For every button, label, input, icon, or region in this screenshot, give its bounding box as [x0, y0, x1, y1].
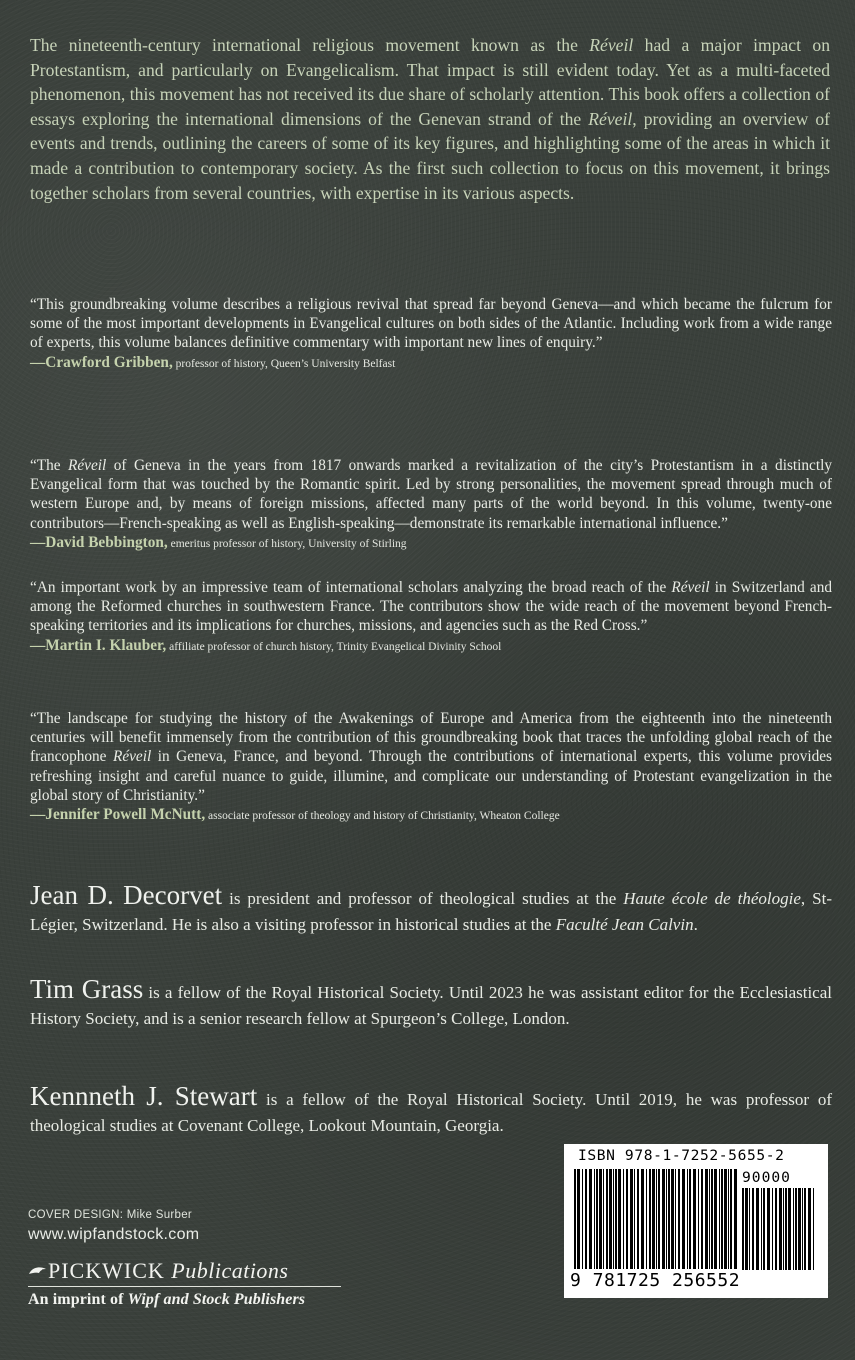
barcode-bar [613, 1169, 614, 1269]
barcode-bar [775, 1188, 777, 1270]
barcode-bar [730, 1169, 732, 1269]
barcode-bar [678, 1169, 680, 1269]
barcode-bar [656, 1169, 657, 1269]
barcode-bar [671, 1169, 674, 1269]
barcode-bar [603, 1169, 604, 1269]
barcode-bar [630, 1169, 633, 1269]
endorsement-attribution [30, 353, 832, 374]
barcode-bar [785, 1188, 787, 1270]
barcode-bar [705, 1169, 708, 1269]
barcode-bar [795, 1188, 797, 1270]
barcode-bar [749, 1188, 750, 1270]
endorsement-text: “An important work by an impressive team of international scholars analyzing the broad reach of the Réveil in Switzerland and among the Reformed churches in southwestern France. The contributors show the wide reach of the movement beyond French-speaking territories and its implications for churches, missions, and agencies such as the Red Cross.” [30, 579, 832, 635]
barcode-bar [793, 1188, 794, 1270]
barcode-bar [637, 1169, 639, 1269]
barcode-bar [745, 1188, 748, 1270]
barcode-bar [596, 1169, 598, 1269]
barcode-bar [693, 1169, 696, 1269]
barcode-bar [779, 1188, 782, 1270]
imprint-line: An imprint of Wipf and Stock Publishers [28, 1291, 306, 1308]
endorser-affiliation: professor of history, Queen’s University Belfast [175, 357, 396, 370]
barcode-bar [634, 1169, 635, 1269]
barcode-bar [742, 1188, 744, 1270]
endorsement-attribution [30, 805, 832, 826]
isbn-barcode [564, 1144, 828, 1298]
barcode-bar [594, 1169, 595, 1269]
barcode-bar [734, 1169, 737, 1269]
barcode-bar [802, 1188, 803, 1270]
barcode-bar [756, 1188, 759, 1270]
publisher-divider [28, 1286, 341, 1287]
endorser-name: —Martin I. Klauber, [30, 636, 167, 654]
endorser-affiliation: emeritus professor of history, University of Stirling [170, 537, 407, 550]
barcode-bar [658, 1169, 660, 1269]
barcode-bar [589, 1169, 592, 1269]
barcode-bar [606, 1169, 608, 1269]
barcode-bar [675, 1169, 676, 1269]
barcode-bar [701, 1169, 703, 1269]
barcode-bar [626, 1169, 628, 1269]
endorser-affiliation: associate professor of theology and history of Christianity, Wheaton College [208, 810, 560, 823]
ean-bars [572, 1169, 738, 1269]
barcode-bar [804, 1188, 806, 1270]
barcode-bar [711, 1169, 713, 1269]
barcode-bar [763, 1188, 765, 1270]
barcode-bar [618, 1169, 621, 1269]
barcode-bar [649, 1169, 651, 1269]
cover-design-credit: COVER DESIGN: Mike Surber [28, 1209, 193, 1221]
endorser-name: —David Bebbington, [30, 533, 168, 551]
barcode-bar [808, 1188, 811, 1270]
barcode-bar [798, 1188, 801, 1270]
author-name: Tim Grass [30, 974, 144, 1004]
barcode-bar [687, 1169, 688, 1269]
barcode-bar [623, 1169, 624, 1269]
isbn-label: ISBN 978-1-7252-5655-2 [578, 1147, 785, 1164]
barcode-bar [574, 1169, 576, 1269]
bio-decorvet: Jean D. Decorvet is president and professor of theological studies at the Haute école de théologie, St-Légier, Switzerland. He is also a visiting professor in historical studies at the Faculté Jean Calvin. [30, 880, 832, 934]
endorsement-text: “The Réveil of Geneva in the years from 1817 onwards marked a revitalization of the city’s Protestantism in a distinctly Evangelical form that was touched by the Romantic spirit. Led by strong personalities, the movement spread through much of western Europe and, by means of foreign missions, affected many parts of the world beyond. In this volume, twenty-one contributors—French-speaking as well as English-speaking—demonstrate its remarkable international influence.” [30, 457, 832, 532]
barcode-bar [662, 1169, 665, 1269]
barcode-bar [666, 1169, 667, 1269]
barcode-bar [689, 1169, 691, 1269]
price-code: 90000 [742, 1169, 791, 1186]
barcode-bar [783, 1188, 784, 1270]
endorser-name: —Crawford Gribben, [30, 353, 173, 371]
barcode-bar [767, 1188, 770, 1270]
addon-bars [740, 1188, 818, 1270]
barcode-bar [646, 1169, 647, 1269]
barcode-bar [585, 1169, 587, 1269]
endorser-name: —Jennifer Powell McNutt, [30, 806, 206, 824]
barcode-bar [813, 1188, 814, 1270]
barcode-bar [719, 1169, 720, 1269]
barcode-bar [752, 1188, 754, 1270]
bio-stewart: Kennneth J. Stewart is a fellow of the Royal Historical Society. Until 2019, he was professor of theological studies at Covenant College, Lookout Mountain, Georgia. [30, 1081, 832, 1135]
bio-grass: Tim Grass is a fellow of the Royal Historical Society. Until 2023 he was assistant editor for the Ecclesiastical History Society, and is a senior research fellow at Spurgeon’s College, London. [30, 974, 832, 1028]
barcode-bar [599, 1169, 602, 1269]
barcode-bar [652, 1169, 655, 1269]
barcode-bar [728, 1169, 729, 1269]
barcode-bar [609, 1169, 612, 1269]
ean-digits: 9 781725 256552 [570, 1270, 741, 1291]
endorsement-attribution [30, 636, 832, 657]
book-description: The nineteenth-century international religious movement known as the Réveil had a major impact on Protestantism, and particularly on Evangelicalism. That impact is still evident today. Yet as a multi-faceted phenomenon, this movement has not received its due share of scholarly attention. This book offers a collection of essays exploring the international dimensions of the Genevan strand of the Réveil, providing an overview of events and trends, outlining the careers of some of its key figures, and highlighting some of the areas in which it made a contribution to contemporary society. As the first such collection to focus on this movement, it brings together scholars from several countries, with expertise in its various aspects. [30, 35, 830, 203]
endorsement-klauber [30, 578, 832, 657]
endorsement-gribben [30, 295, 832, 374]
barcode-bar [772, 1188, 773, 1270]
barcode-bar [577, 1169, 580, 1269]
barcode-bar [668, 1169, 670, 1269]
barcode-bar [709, 1169, 710, 1269]
barcode-bar [714, 1169, 717, 1269]
barcode-bar [615, 1169, 617, 1269]
barcode-bar [641, 1169, 644, 1269]
barcode-bar [682, 1169, 685, 1269]
barcode-bar [582, 1169, 583, 1269]
endorsement-text: “The landscape for studying the history of the Awakenings of Europe and America from the eighteenth into the nineteenth centuries will benefit immensely from the contribution of this groundbreaking book that traces the unfolding global reach of the francophone Réveil in Geneva, France, and beyond. Through the contributions of international experts, this volume provides refreshing insight and careful nuance to guide, illumine, and complicate our understanding of Protestant evangelization in the global story of Christianity.” [30, 710, 832, 804]
barcode-bar [721, 1169, 723, 1269]
endorsement-text: “This groundbreaking volume describes a religious revival that spread far beyond Geneva—and which became the fulcrum for some of the most important developments in Evangelical cultures on both sides of the Atlantic. Including work from a wide range of experts, this volume balances definitive commentary with important new lines of enquiry.” [30, 296, 832, 352]
endorser-affiliation: affiliate professor of church history, Trinity Evangelical Divinity School [169, 640, 502, 653]
endorsement-mcnutt [30, 709, 832, 826]
pickwick-bird-icon [28, 1263, 48, 1279]
endorsement-attribution [30, 533, 832, 554]
barcode-bar [761, 1188, 762, 1270]
endorsement-bebbington [30, 456, 832, 554]
barcode-bar [788, 1188, 791, 1270]
barcode-bar [698, 1169, 699, 1269]
author-name: Kennneth J. Stewart [30, 1081, 258, 1111]
publisher-logo: PICKWICK Publications [28, 1258, 289, 1284]
publisher-website[interactable]: www.wipfandstock.com [28, 1226, 200, 1243]
author-name: Jean D. Decorvet [30, 880, 223, 910]
barcode-bar [724, 1169, 727, 1269]
